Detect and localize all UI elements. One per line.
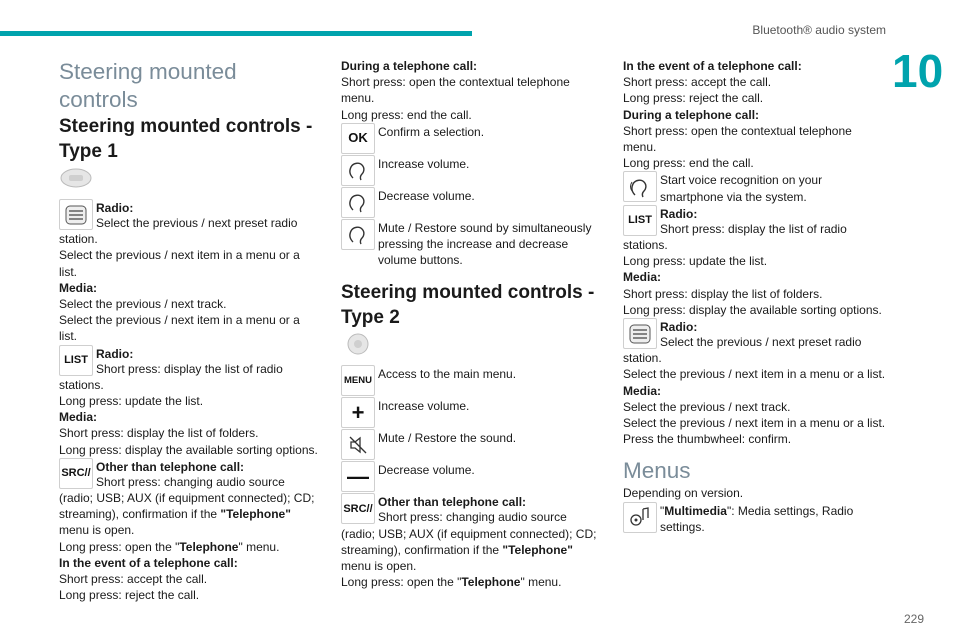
wheel-radio-label: Radio: <box>660 320 698 335</box>
wheel-radio-line2: Select the previous / next item in a menu or a list. <box>623 367 886 382</box>
scroll-wheel-icon <box>59 199 93 230</box>
section-header: Bluetooth® audio system <box>752 23 886 37</box>
during-long: Long press: end the call. <box>341 107 472 122</box>
call-long: Long press: reject the call. <box>59 588 200 603</box>
mute-text: Mute / Restore sound by simultaneously pressing the increase and decrease volume buttons. <box>378 220 592 268</box>
wheel-media-line1: Select the previous / next track. <box>623 399 791 414</box>
plus-icon: + <box>341 397 375 428</box>
during-short: Short press: open the contextual telephone menu. <box>623 123 852 155</box>
list-media-label: Media: <box>623 270 662 285</box>
call-label: In the event of a telephone call: <box>623 59 802 73</box>
media-label: Media: <box>59 280 98 295</box>
wheel-media-line2: Select the previous / next item in a menu or a list. <box>623 416 886 431</box>
steering-wheel-icon <box>341 330 375 358</box>
voice-control-icon <box>341 155 375 186</box>
minus-icon: — <box>341 461 375 492</box>
menu-button-icon: MENU <box>341 365 375 396</box>
radio-label: Radio: <box>96 201 134 215</box>
menus-intro: Depending on version. <box>623 486 744 501</box>
menus-title: Menus <box>623 458 691 484</box>
thumb-text: Press the thumbwheel: confirm. <box>623 432 792 447</box>
list-button-icon: LIST <box>623 205 657 236</box>
page-number: 229 <box>903 612 924 626</box>
media-line2: Select the previous / next item in a menu or a list. <box>59 313 300 344</box>
voice-control-icon <box>341 219 375 250</box>
ok-button-icon: OK <box>341 123 375 154</box>
minus-text: Decrease volume. <box>378 463 475 478</box>
column-1 <box>59 58 321 603</box>
list-media-short: Short press: display the list of folders. <box>59 426 259 441</box>
plus-text: Increase volume. <box>378 399 470 414</box>
list-radio-long: Long press: update the list. <box>623 254 768 269</box>
wheel-media-label: Media: <box>623 383 662 398</box>
list-media-long: Long press: display the available sorting options. <box>59 442 318 457</box>
section-title: Steering mounted controls <box>59 59 237 112</box>
during-short: Short press: open the contextual telephone menu. <box>341 75 570 106</box>
type2-heading: Steering mounted controls - Type 2 <box>341 282 595 329</box>
call-long: Long press: reject the call. <box>623 91 764 106</box>
src-long-press: Long press: open the "Telephone" menu. <box>341 575 562 590</box>
list-media-label: Media: <box>59 410 98 425</box>
src-label: Other than telephone call: <box>96 459 245 474</box>
list-radio-long: Long press: update the list. <box>59 394 204 409</box>
wheel-radio-line1: Select the previous / next preset radio station. <box>623 335 862 366</box>
type1-heading: Steering mounted controls - Type 1 <box>59 116 313 162</box>
voice-control-icon <box>341 187 375 218</box>
radio-line1: Select the previous / next preset radio station. <box>59 216 298 247</box>
header-accent-bar <box>0 31 472 36</box>
src-button-icon: SRC // <box>341 493 375 524</box>
src-long-press: Long press: open the "Telephone" menu. <box>59 539 280 554</box>
chapter-number: 10 <box>892 45 944 97</box>
src-button-icon: SRC // <box>59 458 93 489</box>
list-button-icon: LIST <box>59 345 93 376</box>
call-short: Short press: accept the call. <box>59 572 208 587</box>
column-3 <box>623 58 887 535</box>
list-radio-short: Short press: display the list of radio stations. <box>623 221 847 253</box>
column-2 <box>341 58 603 590</box>
list-media-long: Long press: display the available sorting options. <box>623 302 882 317</box>
mute-icon <box>341 429 375 460</box>
list-media-short: Short press: display the list of folders. <box>623 286 823 301</box>
inc-text: Increase volume. <box>378 156 470 171</box>
call-label: In the event of a telephone call: <box>59 555 238 570</box>
src-short-press: Short press: changing audio source (radio; USB; AUX (if equipment connected); CD; streaming), confirmation if the "Telephone" menu is open. <box>341 510 597 574</box>
mute2-text: Mute / Restore the sound. <box>378 431 517 446</box>
during-label: During a telephone call: <box>341 59 478 73</box>
call-short: Short press: accept the call. <box>623 75 772 90</box>
dec-text: Decrease volume. <box>378 188 475 203</box>
src-short-press: Short press: changing audio source (radio; USB; AUX (if equipment connected); CD; streaming), confirmation if the "Telephone" menu is open. <box>59 474 315 538</box>
radio-line2: Select the previous / next item in a menu or a list. <box>59 248 300 279</box>
multimedia-text: "Multimedia": Media settings, Radio settings. <box>660 503 854 534</box>
list-radio-label: Radio: <box>660 206 698 221</box>
src-label: Other than telephone call: <box>378 495 527 510</box>
during-long: Long press: end the call. <box>623 156 754 171</box>
list-radio-label: Radio: <box>96 346 134 361</box>
menu-text: Access to the main menu. <box>378 367 517 382</box>
multimedia-icon <box>623 502 657 533</box>
list-radio-short: Short press: display the list of radio stations. <box>59 361 283 392</box>
voice-control-icon <box>623 171 657 202</box>
ok-text: Confirm a selection. <box>378 124 485 139</box>
media-line1: Select the previous / next track. <box>59 297 227 312</box>
voice-text: Start voice recognition on your smartphone via the system. <box>660 173 823 204</box>
scroll-wheel-icon <box>623 318 657 349</box>
during-label: During a telephone call: <box>623 107 760 122</box>
steering-wheel-icon <box>59 164 93 192</box>
